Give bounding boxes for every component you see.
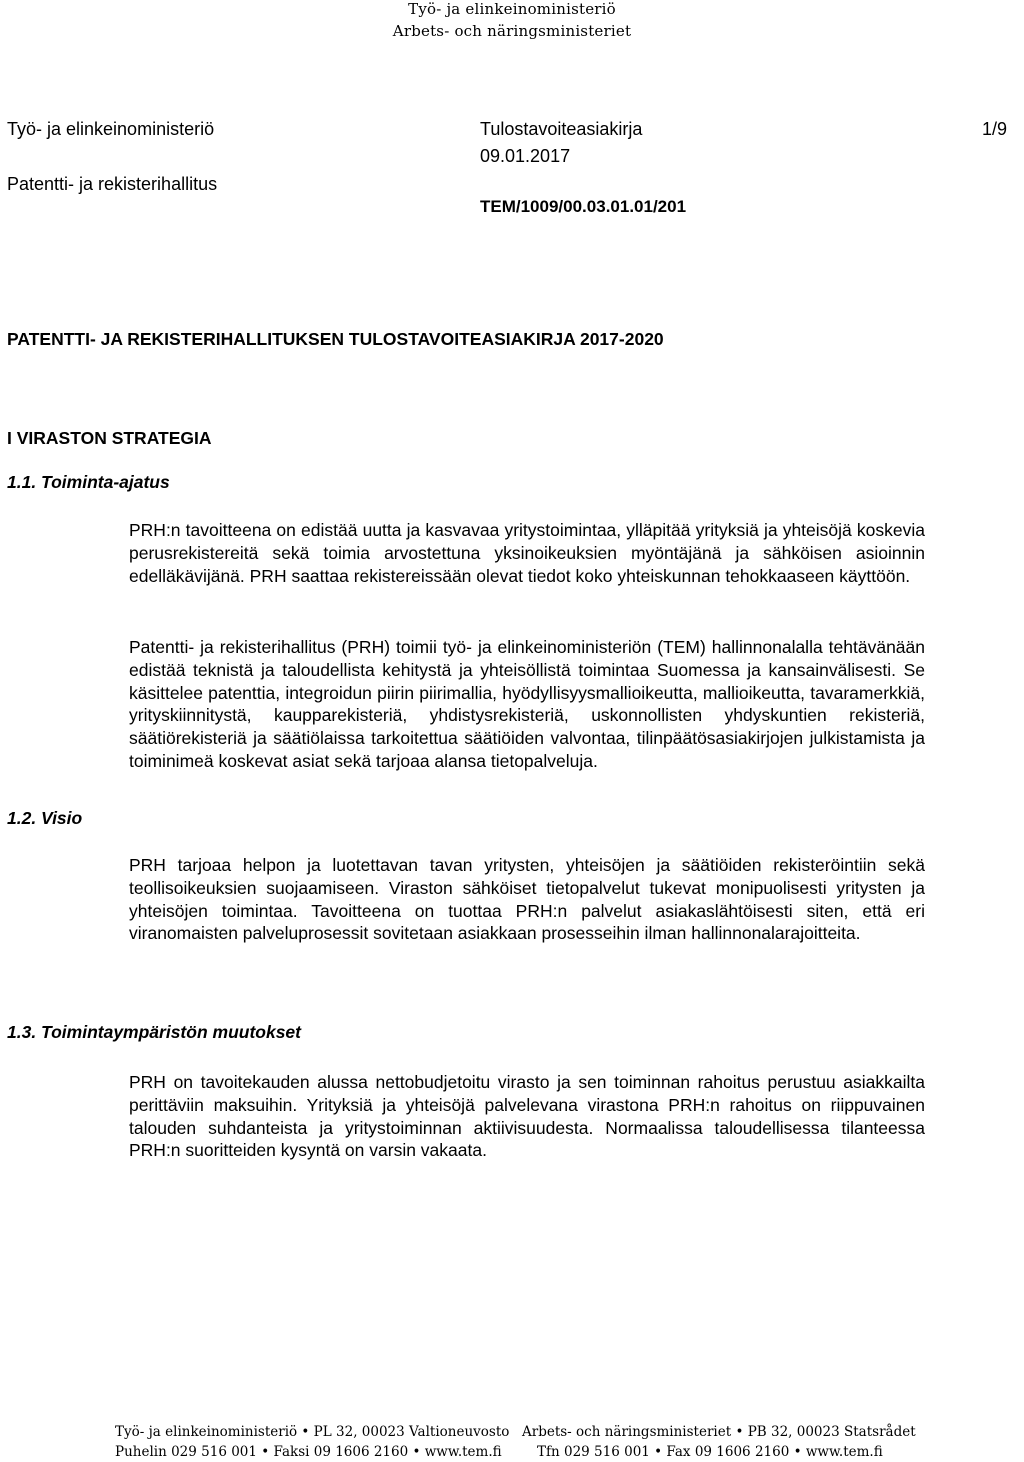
header-date: 09.01.2017 [480,146,571,166]
paragraph-1-3: PRH on tavoitekauden alussa nettobudjetoitu virasto ja sen toiminnan rahoitus perustuu asiakkailta perittäviin maksuihin. Yrityksiä ja yhteisöjä palvelevana virastona PRH:n rahoitus on riippuvainen talouden suhdanteista ja yritystoiminnan aktiivisuudesta. Normaalissa taloudellisessa tilanteessa PRH:n suoritteiden kysyntä on varsin vakaata. [129,1072,925,1161]
masthead-ministry-fi: Työ- ja elinkeinoministeriö [408,0,616,18]
header-reference: TEM/1009/00.03.01.01/201 [480,197,687,216]
footer-left-line2: Puhelin 029 516 001 • Faksi 09 1606 2160 • www.tem.fi [115,1444,502,1460]
masthead-ministry-sv: Arbets- och näringsministeriet [392,22,632,40]
footer-left-line1: Työ- ja elinkeinoministeriö • PL 32, 00023 Valtioneuvosto [115,1424,510,1440]
page-number: 1/9 [982,119,1008,139]
document-title: PATENTTI- JA REKISTERIHALLITUKSEN TULOSTAVOITEASIAKIRJA 2017-2020 [7,329,664,349]
paragraph-1-1-a: PRH:n tavoitteena on edistää uutta ja kasvavaa yritystoimintaa, ylläpitää yrityksiä ja yhteisöjä koskevia perusrekistereitä sekä toimia arvostettuna yksinoikeuksien myöntäjänä ja sähköisen asioinnin edelläkävijänä. PRH saattaa rekistereissään olevat tiedot koko yhteiskunnan tehokkaaseen käyttöön. [129,520,925,586]
heading-1-3: 1.3. Toimintaympäristön muutokset [7,1022,301,1042]
header-org: Työ- ja elinkeinoministeriö [7,119,215,139]
heading-1-2: 1.2. Visio [7,808,83,828]
footer-right-line1: Arbets- och näringsministeriet • PB 32, 00023 Statsrådet [522,1424,916,1440]
footer-right-line2: Tfn 029 516 001 • Fax 09 1606 2160 • www.tem.fi [537,1444,883,1460]
paragraph-1-1-b: Patentti- ja rekisterihallitus (PRH) toimii työ- ja elinkeinoministeriön (TEM) hallinnonalalla tehtävänään edistää teknistä ja taloudellista kehitystä ja yhteisöllistä toimintaa Suomessa ja kansainvälisesti. Se käsittelee patenttia, integroidun piirin piirimallia, hyödyllisyysmallioikeutta, mallioikeutta, tavaramerkkiä, yrityskiinnitystä, kaupparekisteriä, yhdistysrekisteriä, uskonnollisten yhdyskuntien rekisteriä, säätiörekisteriä ja säätiölaissa tarkoitettua säätiöiden valvontaa, tilinpäätösasiakirjojen julkistamista ja toiminimeä koskevat asiat sekä tarjoaa alansa tietopalveluja. [129,637,925,771]
header-doc-type: Tulostavoiteasiakirja [480,119,643,139]
paragraph-1-2: PRH tarjoaa helpon ja luotettavan tavan yritysten, yhteisöjen ja säätiöiden rekisteröintiin sekä teollisoikeuksien suojaamiseen. Viraston sähköiset tietopalvelut tukevat monipuolisesti yritysten ja yhteisöjen toimintaa. Tavoitteena on tuottaa PRH:n palvelut asiakaslähtöisesti siten, että eri viranomaisten palveluprosessit sovitetaan asiakkaan prosesseihin ilman hallinnonalarajoitteita. [129,855,925,944]
heading-1-1: 1.1. Toiminta-ajatus [7,472,170,492]
header-org-sub: Patentti- ja rekisterihallitus [7,174,218,194]
section-heading: I VIRASTON STRATEGIA [7,428,212,448]
